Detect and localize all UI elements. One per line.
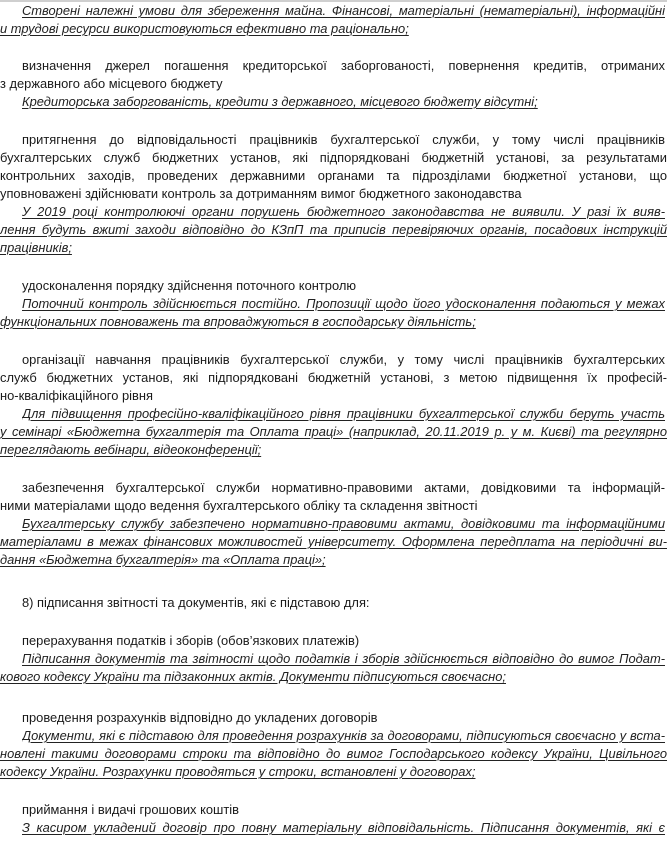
- answer-line: функціональних повноважень та впроваджуються в господарську діяльність;: [0, 314, 476, 329]
- answer-line: дання «Бюджетна бухгалтерія» та «Оплата праці»;: [0, 552, 326, 567]
- answer-line: Створені належні умови для збереження майна. Фінансові, матеріальні (нематеріальні), інформаційні: [22, 3, 665, 18]
- requirement-line: бухгалтерських служб бюджетних установ, які підпорядковані бюджетній установі, за результатами: [0, 150, 667, 165]
- requirement-line: приймання і видачі грошових коштів: [22, 802, 239, 817]
- requirement-line: притягнення до відповідальності працівників бухгалтерської служби, у тому числі працівників: [22, 132, 665, 147]
- answer-line: кового кодексу України та підзаконних актів. Документи підписуються своєчасно;: [0, 669, 507, 684]
- requirement-line: ними матеріалами щодо ведення бухгалтерського обліку та складення звітності: [0, 498, 478, 513]
- answer-line: новлені такими договорами строки та відповідно до вимог Господарського кодексу України, Цивільного: [0, 746, 667, 761]
- requirement-line: визначення джерел погашення кредиторської заборгованості, повернення кредитів, отриманих: [22, 58, 665, 73]
- answer-line: Бухгалтерську службу забезпечено нормативно-правовими актами, довідковими та інформаційними: [22, 516, 665, 531]
- answer-line: лення будуть вжиті заходи відповідно до КЗпП та приписів перевіряючих органів, посадових інструкцій: [0, 222, 667, 237]
- requirement-line: но-кваліфікаційного рівня: [0, 388, 153, 403]
- answer-line: и трудові ресурси використовуються ефективно та раціонально;: [0, 21, 409, 36]
- section-heading: 8) підписання звітності та документів, які є підставою для:: [22, 595, 370, 610]
- answer-line: У 2019 році контролюючі органи порушень бюджетного законодавства не виявили. У разі їх вияв-: [22, 204, 665, 219]
- requirement-line: організації навчання працівників бухгалтерської служби, у тому числі працівників бухгалтерських: [22, 352, 665, 367]
- answer-line: Для підвищення професійно-кваліфікаційного рівня працівники бухгалтерської служби беруть участь: [22, 406, 665, 421]
- requirement-line: контрольних заходів, проведених державними органами та підрозділами бюджетної установи, що: [0, 168, 667, 183]
- requirement-line: уповноважені здійснювати контроль за дотриманням вимог бюджетного законодавства: [0, 186, 522, 201]
- requirement-line: з державного або місцевого бюджету: [0, 76, 223, 91]
- answer-line: переглядають вебінари, відеоконференції;: [0, 442, 262, 457]
- answer-line: Кредиторська заборгованість, кредити з державного, місцевого бюджету відсутні;: [22, 94, 538, 109]
- answer-line: З касиром укладений договір про повну матеріальну відповідальність. Підписання документів, які є: [22, 820, 665, 835]
- answer-line: Документи, які є підставою для проведення розрахунків за договорами, підписуються своєчасно у вста-: [22, 728, 665, 743]
- answer-line: у семінарі «Бюджетна бухгалтерія та Оплата праці» (наприклад, 20.11.2019 р. у м. Києві) та регулярно: [0, 424, 667, 439]
- answer-line: Поточний контроль здійснюється постійно. Пропозиції щодо його удосконалення подаються у межах: [22, 296, 665, 311]
- requirement-line: перерахування податків і зборів (обов’язкових платежів): [22, 633, 360, 648]
- requirement-line: служб бюджетних установ, які підпорядковані бюджетній установі, з метою підвищення їх професій-: [0, 370, 667, 385]
- requirement-line: проведення розрахунків відповідно до укладених договорів: [22, 710, 378, 725]
- answer-line: матеріалами в межах фінансових можливостей університету. Оформлена передплата на періодичні ви-: [0, 534, 667, 549]
- requirement-line: забезпечення бухгалтерської служби нормативно-правовими актами, довідковими та інформацій-: [22, 480, 665, 495]
- answer-line: Підписання документів та звітності щодо податків і зборів здійснюється відповідно до вимог Подат-: [22, 651, 665, 666]
- answer-line: кодексу України. Розрахунки проводяться у строки, встановлені у договорах;: [0, 764, 476, 779]
- answer-line: працівників;: [0, 240, 72, 255]
- requirement-line: удосконалення порядку здійснення поточного контролю: [22, 278, 357, 293]
